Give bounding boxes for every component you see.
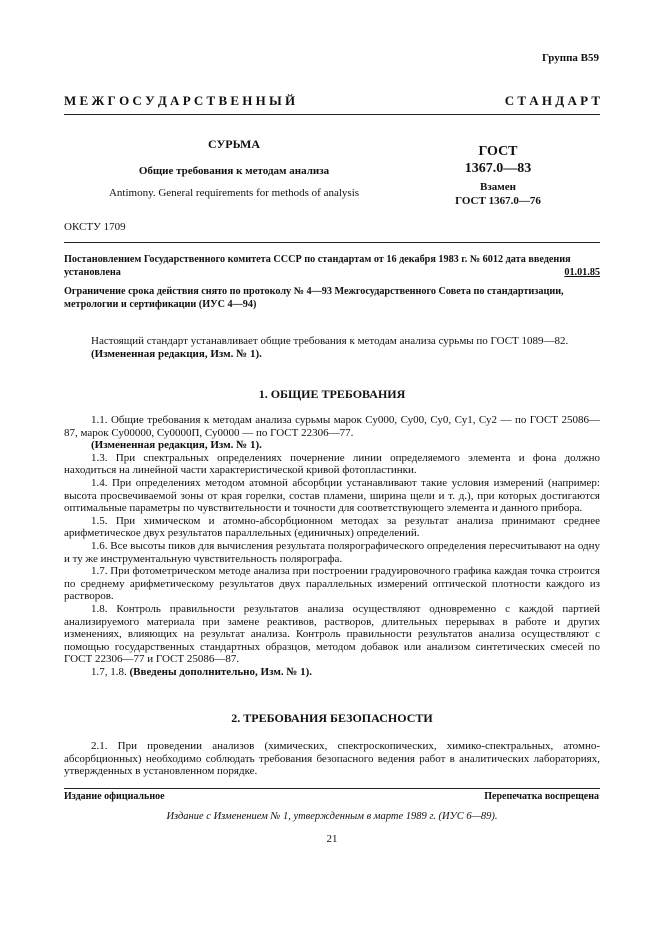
group-code: Группа В59 — [541, 52, 599, 64]
clause-1-1-note: (Измененная редакция, Изм. № 1). — [91, 439, 262, 452]
clause-1-7-1-8-note — [64, 666, 600, 679]
gost-label: ГОСТ — [478, 144, 518, 159]
banner-word-standard: С Т А Н Д А Р Т — [504, 93, 600, 108]
clause-2-1: 2.1. При проведении анализов (химических, спектроскопических, химико-спектральных, атомно-абсорбционных) необходимо соблюдать требования безопасного ведения работ в аналитических лабораториях, утвержденных в установленном порядке. — [64, 740, 600, 778]
intro-text: Настоящий стандарт устанавливает общие требования к методам анализа сурьмы по ГОСТ 1089—82. — [91, 335, 569, 347]
title-block — [64, 137, 404, 199]
section-1-heading: 1. ОБЩИЕ ТРЕБОВАНИЯ — [258, 387, 406, 401]
banner-rule — [64, 114, 600, 115]
footer-rule — [64, 788, 600, 789]
english-title: Antimony. General requirements for methods of analysis — [108, 187, 360, 199]
clause-1-7-1-8-amendment: (Введены дополнительно, Изм. № 1). — [129, 665, 313, 678]
gost-designation — [436, 143, 560, 208]
clause-1-6: 1.6. Все высоты пиков для вычисления результата полярографического определения пересчитывают на одну и ту же инструментальную чувствительность полярографа. — [64, 539, 600, 565]
section-2-body — [64, 740, 600, 778]
gost-number: 1367.0—83 — [464, 161, 532, 176]
section-1-body — [64, 414, 600, 678]
document-title: СУРЬМА — [207, 137, 261, 151]
limitation-note: Ограничение срока действия снято по протоколу № 4—93 Межгосударственного Совета по стандартизации, метрологии и сертификации (ИУС 4—94) — [64, 286, 564, 310]
replaces-number: ГОСТ 1367.0—76 — [455, 195, 541, 207]
clause-1-4: 1.4. При определениях методом атомной абсорбции устанавливают такие условия измерений (например: высота просвечиваемой зоны от края горелки, состав пламени, ширина щели и т. д.), при которых достигаются оптимальные параметры по чувствительности и точности для соответствующего элемента и данного прибора. — [64, 476, 600, 515]
section-2-heading: 2. ТРЕБОВАНИЯ БЕЗОПАСНОСТИ — [231, 711, 433, 725]
intro-note: (Измененная редакция, Изм. № 1). — [91, 347, 262, 360]
decree-date: 01.01.85 — [564, 267, 600, 278]
banner-word-interstate: М Е Ж Г О С У Д А Р С Т В Е Н Н Ы Й — [64, 93, 296, 108]
decree-block — [64, 254, 600, 280]
official-edition-label: Издание официальное — [64, 791, 165, 802]
header-rule — [64, 242, 600, 243]
clause-1-7: 1.7. При фотометрическом методе анализа при построении градуировочного графика каждая точка строится по среднему арифметическому результатов двух параллельных измерений оптической плотности каждого из растворов. — [64, 565, 600, 603]
clause-1-8: 1.8. Контроль правильности результатов анализа осуществляют одновременно с каждой партией анализируемого материала при замене реактивов, растворов, длительных перерывах в работе и других изменениях, влияющих на результат анализа. Контроль правильности результатов анализа осуществляют с помощью государственных стандартных образцов, методом добавок или анализом синтетических смесей по ГОСТ 22306—77 и ГОСТ 25086—87. — [64, 602, 600, 666]
standard-banner — [64, 93, 600, 109]
okstu-code: ОКСТУ 1709 — [64, 221, 126, 233]
edition-note: Издание с Изменением № 1, утвержденным в марте 1989 г. (ИУС 6—89). — [166, 811, 498, 822]
clause-1-5: 1.5. При химическом и атомно-абсорбционном методах за результат анализа принимают среднее арифметическое двух результатов параллельных (единичных) определений. — [64, 514, 600, 540]
document-subtitle: Общие требования к методам анализа — [138, 165, 330, 177]
clause-1-3: 1.3. При спектральных определениях почернение линии определяемого элемента и фона должно находиться на линейной части характеристической кривой фотопластинки. — [64, 451, 600, 477]
decree-text: Постановлением Государственного комитета СССР по стандартам от 16 декабря 1983 г. № 6012 дата введения установлена — [64, 254, 571, 278]
clause-1-1: 1.1. Общие требования к методам анализа сурьмы марок Су000, Су00, Су0, Су1, Су2 — по ГОСТ 25086—87, марок Су00000, Су0000П, Су0000 — по ГОСТ 22306—77. — [64, 414, 600, 439]
clause-1-7-1-8-prefix: 1.7, 1.8. — [91, 665, 127, 678]
replaces-label: Взамен — [480, 181, 516, 193]
reprint-prohibited-label: Перепечатка воспрещена — [484, 791, 599, 802]
intro-section — [64, 335, 600, 360]
page-number: 21 — [326, 833, 338, 845]
